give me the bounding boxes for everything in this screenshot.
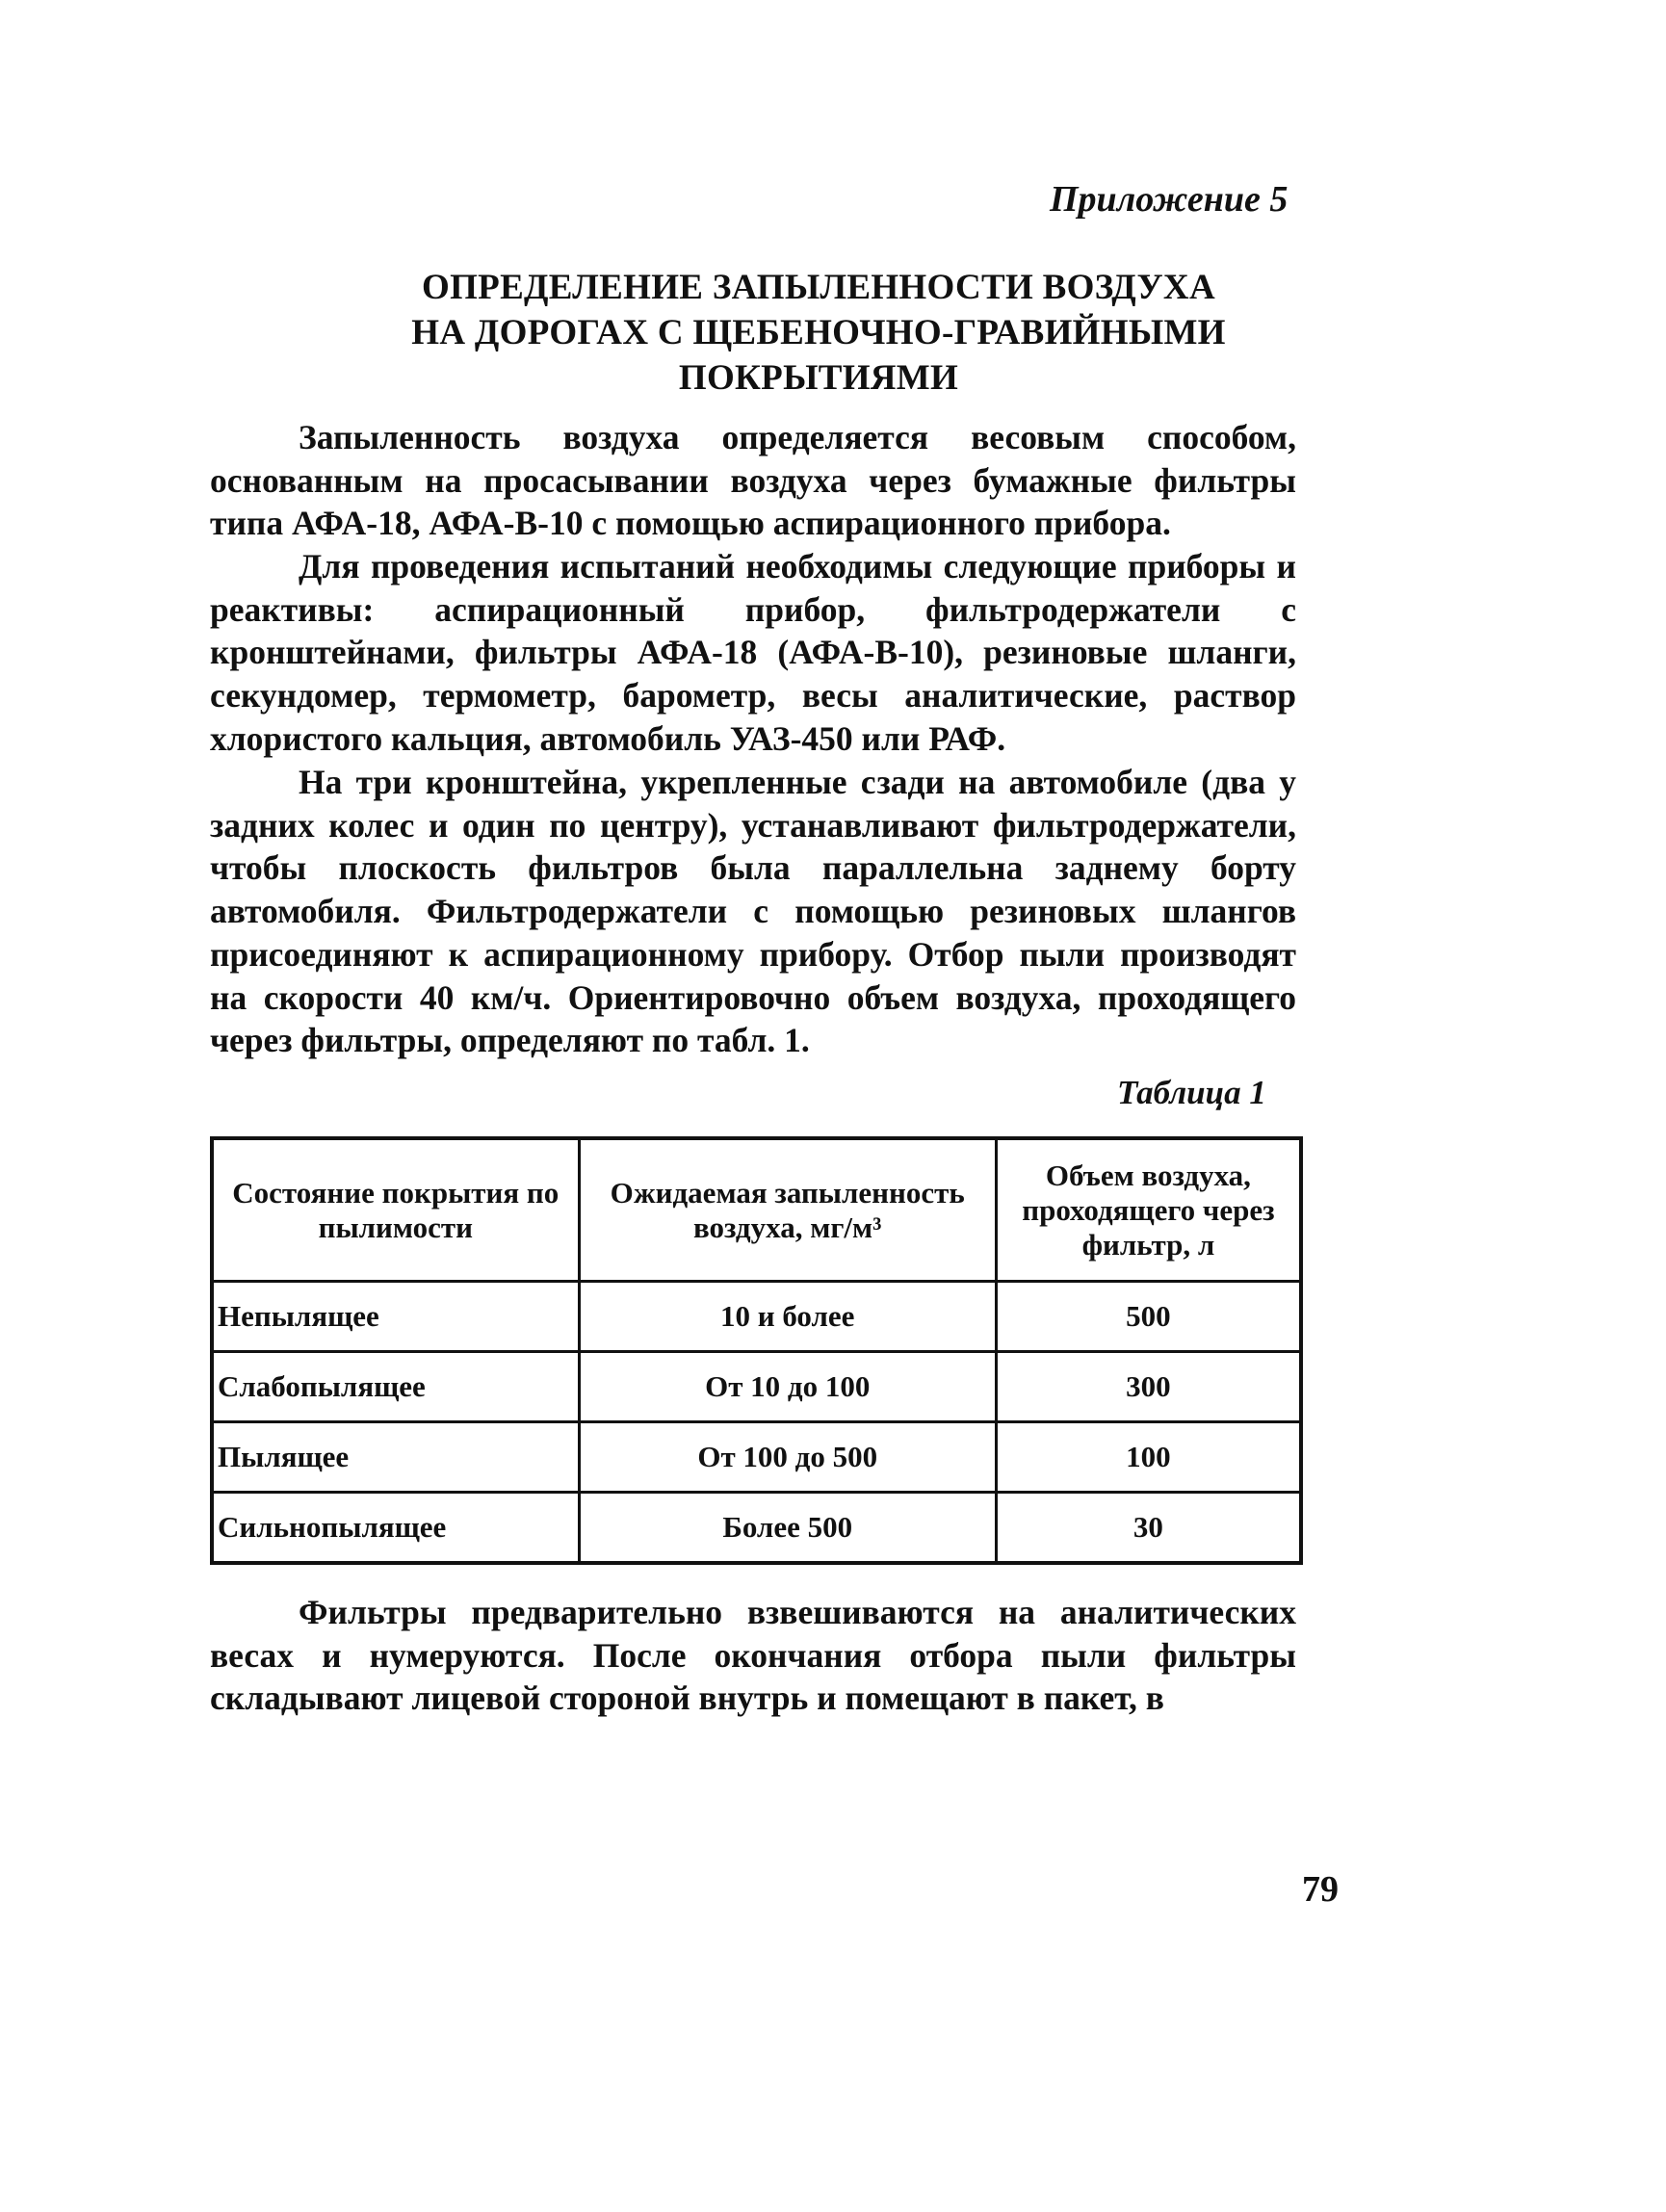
cell-dust: Более 500 <box>579 1493 996 1564</box>
cell-volume: 500 <box>996 1282 1301 1352</box>
paragraph-4: Фильтры предварительно взвешиваются на аналитических весах и нумеруются. После окончания отбора пыли фильтры складывают лицевой стороной внутрь и помещают в пакет, в <box>210 1593 1296 1718</box>
cell-state: Слабопылящее <box>212 1352 579 1422</box>
table-label: Таблица 1 <box>1117 1074 1266 1111</box>
title-line-1: ОПРЕДЕЛЕНИЕ ЗАПЫЛЕННОСТИ ВОЗДУХА <box>422 268 1215 307</box>
cell-state: Пылящее <box>212 1422 579 1493</box>
table-header-row <box>212 1138 1301 1282</box>
cell-state: Сильнопылящее <box>212 1493 579 1564</box>
cell-dust: 10 и более <box>579 1282 996 1352</box>
cell-dust: От 100 до 500 <box>579 1422 996 1493</box>
table-row <box>212 1493 1301 1564</box>
paragraph-2: Для проведения испытаний необходимы следующие приборы и реактивы: аспирационный прибор, фильтродержатели с кронштейнами, фильтры АФА-18 (АФА-В-10), резиновые шланги, секундомер, термометр, барометр, весы аналитические, раствор хлористого кальция, автомобиль УАЗ-450 или РАФ. <box>210 547 1296 758</box>
table-row <box>212 1352 1301 1422</box>
header-air-volume: Объем воздуха, проходящего через фильтр, л <box>996 1138 1301 1282</box>
cell-volume: 30 <box>996 1493 1301 1564</box>
header-surface-state: Состояние покрытия по пылимости <box>212 1138 579 1282</box>
dust-volume-table <box>210 1136 1303 1565</box>
header-expected-dust: Ожидаемая запыленность воздуха, мг/м³ <box>579 1138 996 1282</box>
title-line-3: ПОКРЫТИЯМИ <box>678 358 959 398</box>
page-number: 79 <box>1302 1869 1339 1910</box>
paragraph-3: На три кронштейна, укрепленные сзади на автомобиле (два у задних колес и один по центру), устанавливают фильтродержатели, чтобы плоскость фильтров была параллельна заднему борту автомобиля. Фильтродержатели с помощью резиновых шлангов присоединяют к аспирационному прибору. Отбор пыли производят на скорости 40 км/ч. Ориентировочно объем воздуха, проходящего через фильтры, определяют по табл. 1. <box>210 763 1296 1060</box>
table-row <box>212 1282 1301 1352</box>
paragraph-1: Запыленность воздуха определяется весовым способом, основанным на просасывании воздуха через бумажные фильтры типа АФА-18, АФА-В-10 с помощью аспирационного прибора. <box>210 418 1296 543</box>
appendix-label: Приложение 5 <box>1050 179 1289 220</box>
cell-state: Непылящее <box>212 1282 579 1352</box>
cell-dust: От 10 до 100 <box>579 1352 996 1422</box>
cell-volume: 100 <box>996 1422 1301 1493</box>
cell-volume: 300 <box>996 1352 1301 1422</box>
document-title <box>289 265 1348 401</box>
title-line-2: НА ДОРОГАХ С ЩЕБЕНОЧНО-ГРАВИЙНЫМИ <box>411 313 1226 352</box>
table-row <box>212 1422 1301 1493</box>
